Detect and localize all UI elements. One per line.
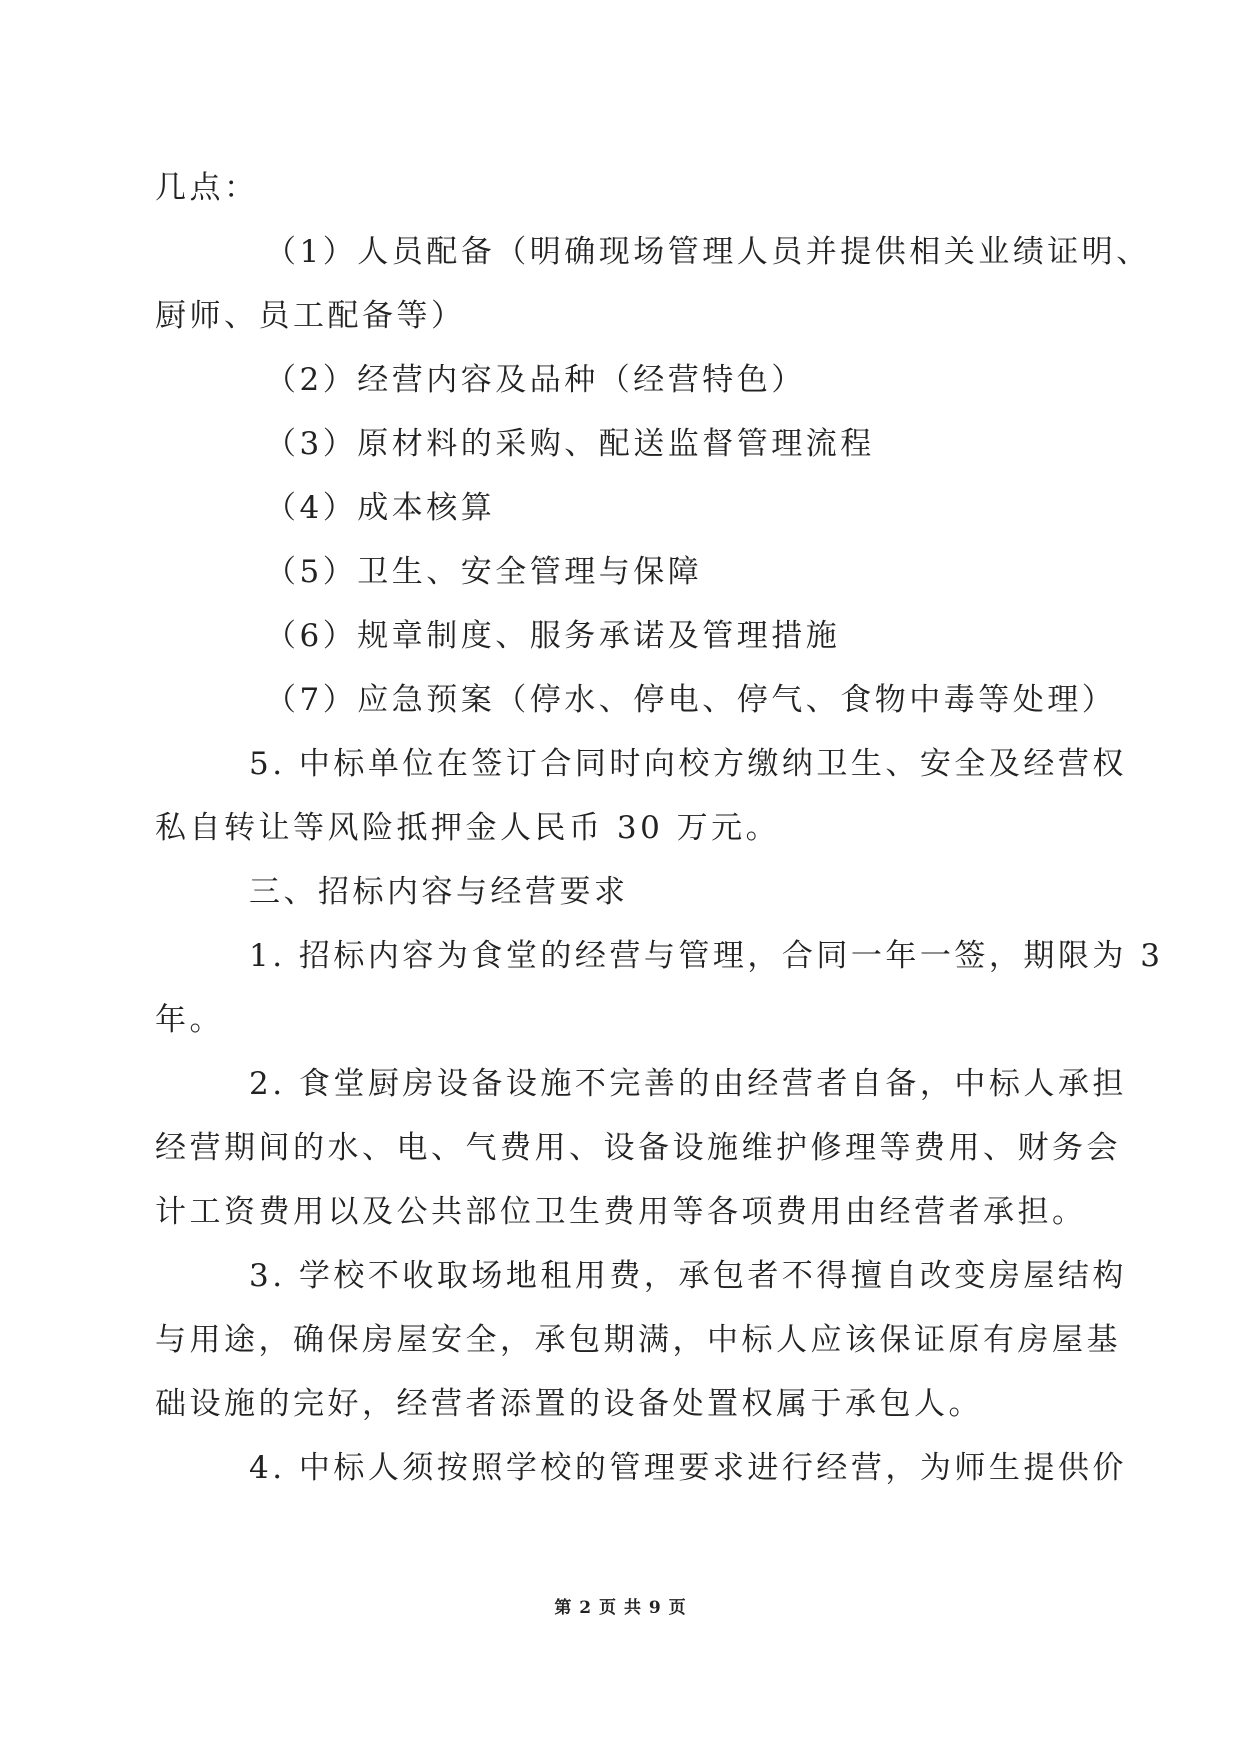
text-line: （7）应急预案（停水、停电、停气、食物中毒等处理） (265, 682, 1117, 718)
text-line: （3）原材料的采购、配送监督管理流程 (265, 426, 875, 462)
text-line: （2）经营内容及品种（经营特色） (265, 362, 806, 398)
text-line: 经营期间的水、电、气费用、设备设施维护修理等费用、财务会 (155, 1130, 1121, 1166)
text-line: 私自转让等风险抵押金人民币 30 万元。 (155, 810, 781, 846)
text-line: （5）卫生、安全管理与保障 (265, 554, 703, 590)
text-line: 5. 中标单位在签订合同时向校方缴纳卫生、安全及经营权 (249, 746, 1127, 782)
text-line: 与用途，确保房屋安全，承包期满，中标人应该保证原有房屋基 (155, 1322, 1121, 1358)
page-number-footer: 第 2 页 共 9 页 (554, 1598, 687, 1618)
section-heading: 三、招标内容与经营要求 (249, 874, 629, 910)
text-line: 年。 (155, 1002, 224, 1038)
text-line: （6）规章制度、服务承诺及管理措施 (265, 618, 841, 654)
text-line: 厨师、员工配备等） (155, 298, 466, 334)
text-line: 础设施的完好，经营者添置的设备处置权属于承包人。 (155, 1386, 983, 1422)
text-line: 1. 招标内容为食堂的经营与管理，合同一年一签，期限为 3 (249, 938, 1164, 974)
text-line: （1）人员配备（明确现场管理人员并提供相关业绩证明、 (265, 234, 1151, 270)
text-line: 计工资费用以及公共部位卫生费用等各项费用由经营者承担。 (155, 1194, 1087, 1230)
text-line: 2. 食堂厨房设备设施不完善的由经营者自备，中标人承担 (249, 1066, 1127, 1102)
text-line: 几点： (155, 170, 259, 206)
text-line: 3. 学校不收取场地租用费，承包者不得擅自改变房屋结构 (249, 1258, 1127, 1294)
text-line: 4. 中标人须按照学校的管理要求进行经营，为师生提供价 (249, 1450, 1127, 1486)
text-line: （4）成本核算 (265, 490, 496, 526)
